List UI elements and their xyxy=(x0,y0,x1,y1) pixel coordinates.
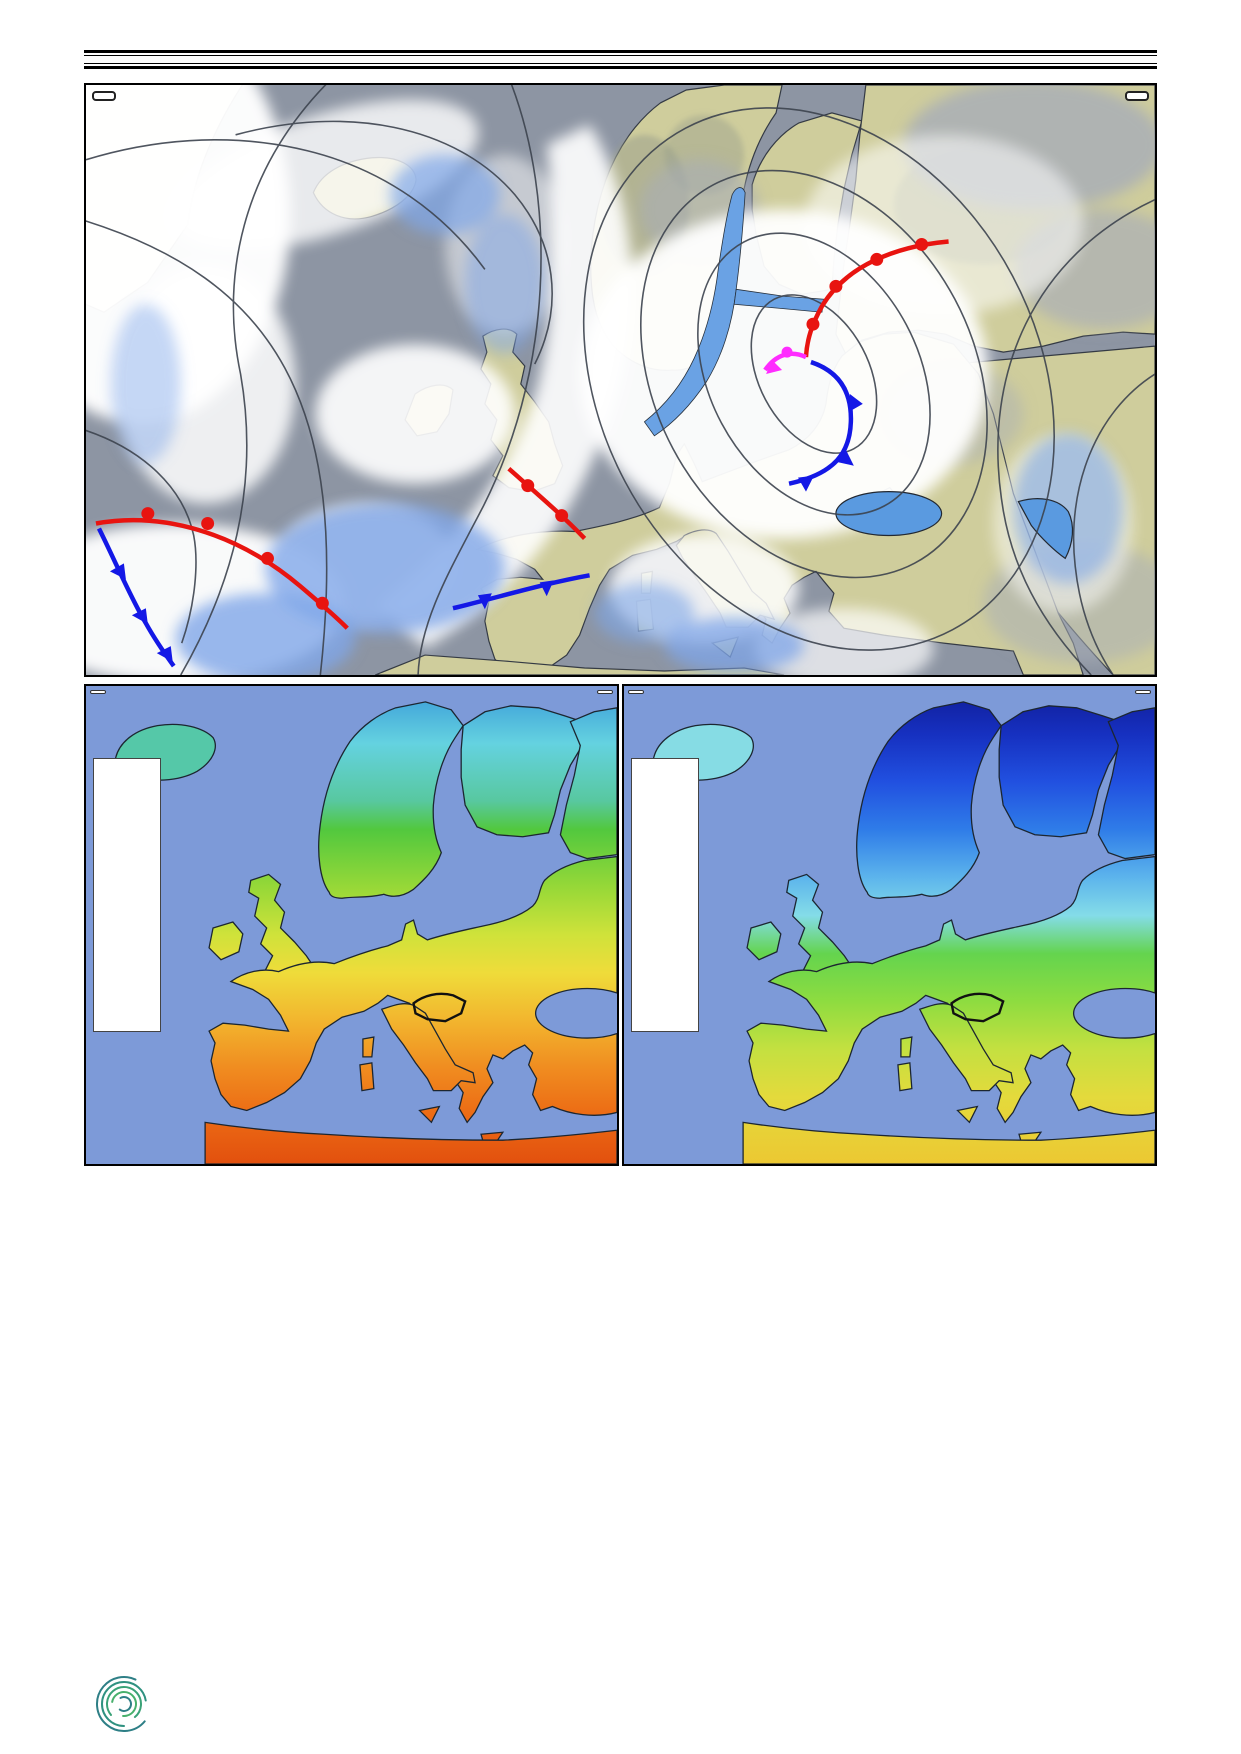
hungaromet-spiral-icon xyxy=(92,1672,156,1736)
max-map-graphic xyxy=(86,686,617,1164)
min-map-colorbar xyxy=(631,758,699,1032)
hungaromet-logo xyxy=(92,1672,164,1736)
max-temperature-map xyxy=(84,684,619,1166)
max-map-timestamp xyxy=(597,690,613,694)
synoptic-map-graphic xyxy=(86,85,1155,675)
header-info-row xyxy=(84,56,1157,63)
footer xyxy=(84,1668,1157,1754)
synoptic-map-timestamp xyxy=(1125,91,1149,101)
max-map-title xyxy=(90,690,106,694)
synoptic-map xyxy=(84,83,1157,677)
min-map-graphic xyxy=(624,686,1155,1164)
header-rule-bottom xyxy=(84,63,1157,69)
min-map-title xyxy=(628,690,644,694)
max-map-colorbar xyxy=(93,758,161,1032)
min-temperature-map xyxy=(622,684,1157,1166)
min-map-timestamp xyxy=(1135,690,1151,694)
synoptic-map-label xyxy=(92,91,116,101)
